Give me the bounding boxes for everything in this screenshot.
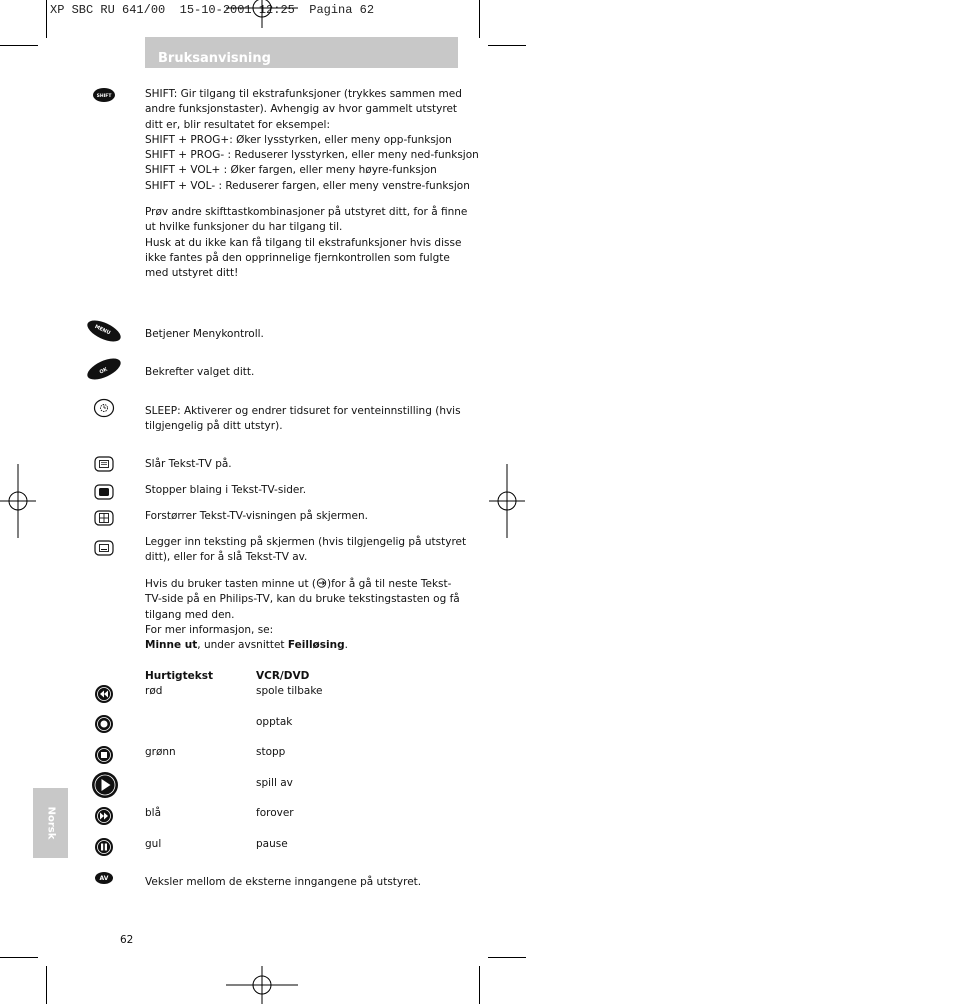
- language-tab: [33, 788, 68, 858]
- table-row-right: opptak: [256, 716, 293, 728]
- table-row-right: pause: [256, 838, 288, 850]
- table-row-right: stopp: [256, 746, 286, 758]
- text-line: Husk at du ikke kan få tilgang til ekstrafunksjoner hvis disse: [145, 236, 462, 249]
- enlarge-key-icon: [94, 510, 114, 526]
- sleep-key-icon: [93, 398, 115, 418]
- teletext-description: Slår Tekst-TV på.: [145, 458, 232, 470]
- text-line: Prøv andre skifttastkombinasjoner på utstyret ditt, for å finne: [145, 206, 468, 218]
- text-line: andre funksjonstaster). Avhengig av hvor gammelt utstyret: [145, 103, 458, 116]
- text-line: ut hvilke funksjoner du har tilgang til.: [145, 221, 343, 234]
- text-line: tilgjengelig på ditt utstyr).: [145, 420, 283, 433]
- subtitle-description: [145, 535, 466, 566]
- text-line: TV-side på en Philips-TV, kan du bruke tekstingstasten og få: [145, 593, 460, 606]
- text-line: ditt er, blir resultatet for eksempel:: [145, 118, 330, 131]
- hold-description: Stopper blaing i Tekst-TV-sider.: [145, 484, 307, 496]
- text-line: SLEEP: Aktiverer og endrer tidsuret for venteinnstilling (hvis: [145, 405, 461, 417]
- pause-key-icon: [94, 837, 114, 857]
- menu-description: Betjener Menykontroll.: [145, 328, 264, 340]
- record-key-icon: [94, 714, 114, 734]
- menu-key-icon: [84, 318, 124, 344]
- text-line: Hvis du bruker tasten minne ut ( )for å gå til neste Tekst-: [145, 578, 452, 590]
- table-row-left: rød: [145, 685, 163, 697]
- subtitle-key-icon: [94, 540, 114, 556]
- table-row-right: spill av: [256, 777, 293, 789]
- text-line: Legger inn teksting på skjermen (hvis tilgjengelig på utstyret: [145, 536, 467, 548]
- table-row-left: gul: [145, 838, 162, 850]
- text-line: ikke fantes på den opprinnelige fjernkontrollen som fulgte: [145, 251, 450, 264]
- reference-line: Minne ut, under avsnittet Feilløsing.: [145, 639, 348, 652]
- print-header: XP SBC RU 641/00 15-10-2001 12:25 Pagina 62: [50, 3, 375, 17]
- text-line: SHIFT + VOL- : Reduserer fargen, eller meny venstre-funksjon: [145, 179, 470, 192]
- shift-note: [145, 205, 467, 281]
- text-line: ditt), eller for å slå Tekst-TV av.: [145, 551, 308, 564]
- memory-out-paragraph: [145, 577, 460, 653]
- page-number: 62: [120, 934, 134, 946]
- table-row-right: spole tilbake: [256, 685, 323, 697]
- ok-description: Bekrefter valget ditt.: [145, 366, 255, 378]
- rewind-key-icon: [94, 684, 114, 704]
- table-row-right: forover: [256, 807, 294, 819]
- av-key-icon: [94, 871, 114, 885]
- ok-key-label: OK: [98, 366, 109, 376]
- av-key-label: AV: [99, 875, 109, 883]
- menu-key-label: MENU: [93, 323, 112, 337]
- table-header-right: VCR/DVD: [256, 670, 310, 682]
- language-tab-label: Norsk: [45, 806, 56, 840]
- text-line: tilgang med den.: [145, 608, 235, 621]
- table-row-left: grønn: [145, 746, 176, 758]
- table-header-left: Hurtigtekst: [145, 670, 213, 682]
- text-line: SHIFT + PROG- : Reduserer lysstyrken, eller meny ned-funksjon: [145, 149, 479, 162]
- text-line: SHIFT + PROG+: Øker lysstyrken, eller meny opp-funksjon: [145, 133, 452, 146]
- shift-key-label: SHIFT: [96, 94, 112, 99]
- text-line: med utstyret ditt!: [145, 267, 239, 280]
- teletext-key-icon: [94, 456, 114, 472]
- enlarge-description: Forstørrer Tekst-TV-visningen på skjermen.: [145, 510, 368, 522]
- fast-forward-key-icon: [94, 806, 114, 826]
- sleep-description: [145, 404, 461, 435]
- shift-key-icon: [92, 87, 116, 103]
- text-line: SHIFT + VOL+ : Øker fargen, eller meny høyre-funksjon: [145, 164, 437, 177]
- shift-description: [145, 87, 479, 194]
- text-line: For mer informasjon, se:: [145, 623, 274, 636]
- table-row-left: blå: [145, 807, 162, 819]
- section-header: [145, 37, 458, 68]
- play-key-icon: [91, 771, 119, 799]
- section-title: Bruksanvisning: [158, 51, 271, 66]
- text-line: SHIFT: Gir tilgang til ekstrafunksjoner (trykkes sammen med: [145, 88, 462, 100]
- memory-out-icon: [316, 578, 327, 588]
- hold-key-icon: [94, 484, 114, 500]
- av-description: Veksler mellom de eksterne inngangene på utstyret.: [145, 876, 422, 888]
- stop-key-icon: [94, 745, 114, 765]
- ok-key-icon: [84, 356, 124, 382]
